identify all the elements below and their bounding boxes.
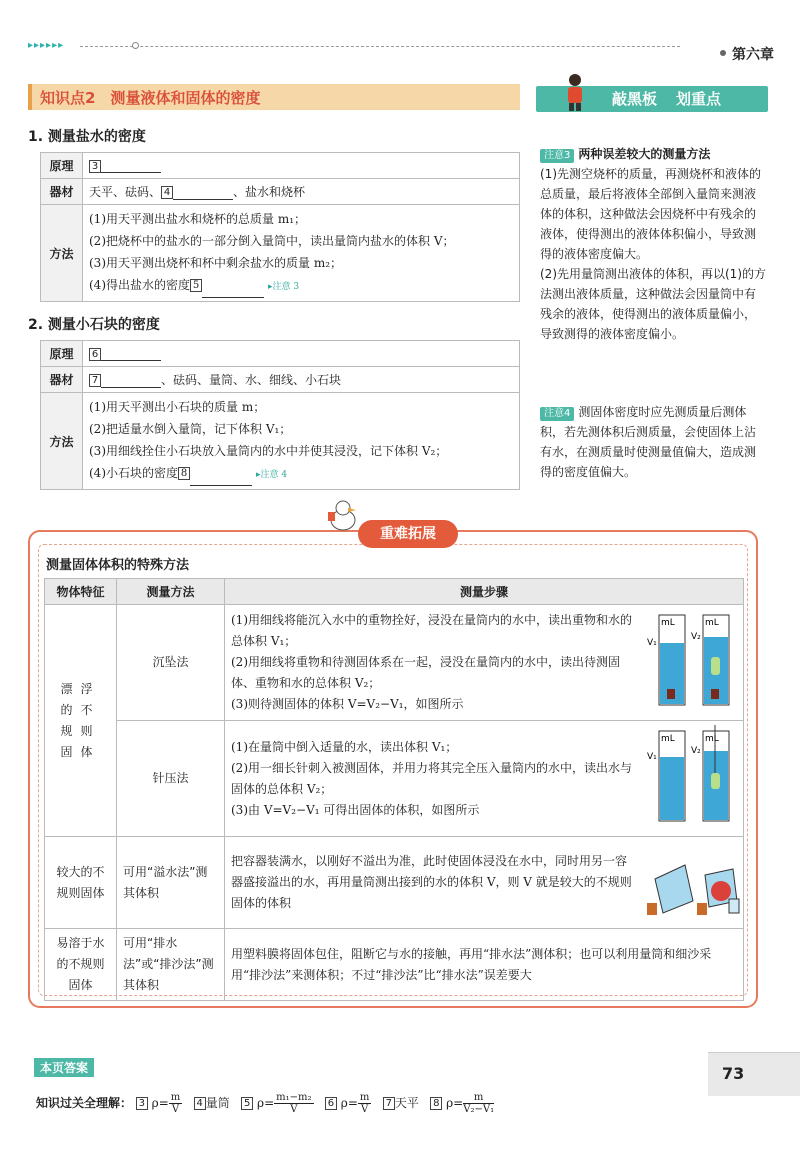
equipment-cell	[83, 367, 520, 393]
overflow-step: 把容器装满水，以刚好不溢出为准，此时使固体浸没在水中，同时用另一容器盛接溢出的水，再用量筒测出接到的水的体积 V，则 V 就是较大的不规则固体的体积	[225, 837, 644, 929]
denominator: V	[290, 1104, 298, 1115]
press-step: (1)在量筒中倒入适量的水，读出体积 V₁；	[231, 739, 458, 754]
col-header-steps: 测量步骤	[225, 579, 744, 605]
note3-para2: (2)先用量筒测出液体的体积，再以(1)的方法测出液体质量，这种做法会因量筒中有残余的液体，使得测出的液体质量偏小，导致测得的液体密度偏小。	[540, 267, 766, 341]
duck-mascot-icon	[326, 498, 360, 532]
feature-soluble: 易溶于水的不规则固体	[45, 929, 117, 1001]
difficulty-banner: 重难拓展	[358, 520, 458, 548]
answer-box: 7	[89, 374, 101, 387]
answer-text: 天平	[394, 1096, 419, 1110]
header-arrows: ▸▸▸▸▸▸	[28, 40, 65, 51]
answer-prefix: 知识过关全理解：	[36, 1096, 133, 1110]
step4-text: (4)得出盐水的密度	[89, 278, 190, 292]
press-steps	[225, 721, 644, 837]
page-number: 73	[722, 1064, 745, 1083]
blank-line	[101, 347, 161, 361]
chapter-title: 第六章	[732, 44, 774, 64]
answer-line	[36, 1092, 494, 1115]
teacher-icon	[560, 72, 590, 112]
answer-box: 8	[430, 1097, 442, 1110]
feature-large: 较大的不规则固体	[45, 837, 117, 929]
sink-cylinders-figure	[645, 607, 741, 711]
answer-box: 4	[161, 186, 173, 199]
method-step: (3)用天平测出烧杯和杯中剩余盐水的质量 m₂；	[89, 256, 343, 270]
method-step	[89, 274, 513, 298]
feature-floating: 漂浮的不规则固体	[45, 605, 117, 837]
method-step	[89, 462, 513, 486]
equipment-pre: 天平、砝码、	[89, 185, 162, 199]
sink-step: (3)则待测固体的体积 V=V₂−V₁，如图所示	[231, 697, 464, 711]
blank-line	[173, 186, 233, 200]
method-step: (1)用天平测出小石块的质量 m；	[89, 400, 266, 414]
note4	[540, 402, 766, 482]
sink-steps	[225, 605, 644, 721]
equipment-label: 器材	[41, 179, 83, 205]
answer-label: 本页答案	[34, 1058, 94, 1077]
knowledge-heading-text: 知识点2 测量液体和固体的密度	[40, 89, 261, 107]
press-figure	[643, 721, 744, 837]
v1-label: V₁	[647, 638, 657, 648]
note3	[540, 144, 766, 344]
step4-text: (4)小石块的密度	[89, 466, 178, 480]
method-sink: 沉坠法	[117, 605, 225, 721]
note4-tag: 注意4	[540, 407, 574, 421]
method-step: (2)把适量水倒入量筒，记下体积 V₁；	[89, 422, 292, 436]
press-step: (3)由 V=V₂−V₁ 可得出固体的体积，如图所示	[231, 802, 480, 817]
answer-box: 5	[241, 1097, 253, 1110]
rho: ρ=	[446, 1096, 464, 1110]
method-label: 方法	[41, 393, 83, 490]
numerator: m	[359, 1092, 370, 1103]
note4-text: 测固体密度时应先测质量后测体积，若先测体积后测质量，会使固体上沾有水，在测质量时使测量值偏大，造成测得的密度值偏大。	[540, 405, 757, 479]
fraction	[274, 1092, 313, 1115]
denominator: V	[361, 1104, 369, 1115]
cyl-label: mL	[705, 618, 719, 628]
method-step: (2)把烧杯中的盐水的一部分倒入量筒中，读出量筒内盐水的体积 V；	[89, 234, 455, 248]
principle-label: 原理	[41, 153, 83, 179]
fraction	[169, 1092, 182, 1115]
denominator: V	[171, 1104, 180, 1115]
col-header-feature: 物体特征	[45, 579, 117, 605]
numerator: m	[170, 1092, 181, 1103]
v1-label: V₁	[647, 752, 657, 762]
note3-header	[540, 144, 766, 164]
blackboard-subtitle: 划重点	[676, 90, 722, 108]
saltwater-table	[40, 152, 520, 302]
fraction	[358, 1092, 371, 1115]
method-cell	[83, 205, 520, 302]
drain-step: 用塑料膜将固体包住，阻断它与水的接触，再用“排水法”测体积；也可以利用量筒和细沙采用“排沙法”来测体积；不过“排沙法”比“排水法”误差要大	[225, 929, 744, 1001]
answer-box: 3	[136, 1097, 148, 1110]
press-cylinders-figure	[645, 723, 741, 827]
v2-label: V₂	[691, 632, 701, 642]
note-link: ▸注意 3	[268, 282, 300, 292]
note3-tag: 注意3	[540, 149, 574, 163]
cyl-label: mL	[661, 618, 675, 628]
fraction	[463, 1092, 494, 1115]
sink-figure	[643, 605, 744, 721]
blank-line	[101, 374, 161, 388]
special-methods-table	[44, 578, 744, 1001]
header-rule	[80, 46, 680, 47]
rho: ρ=	[151, 1096, 169, 1110]
note-link: ▸注意 4	[256, 470, 288, 480]
press-step: (2)用一细长针刺入被测固体，并用力将其完全压入量筒内的水中，读出水与固体的总体积 V₂；	[231, 760, 633, 796]
cyl-label: mL	[705, 734, 719, 744]
section2-title: 2. 测量小石块的密度	[28, 317, 160, 333]
answer-box: 7	[383, 1097, 395, 1110]
equipment-label: 器材	[41, 367, 83, 393]
method-press: 针压法	[117, 721, 225, 837]
overflow-containers-figure	[645, 839, 741, 919]
answer-box: 6	[325, 1097, 337, 1110]
method-label: 方法	[41, 205, 83, 302]
answer-text: 量筒	[205, 1096, 230, 1110]
blank-line	[101, 159, 161, 173]
cyl-label: mL	[661, 734, 675, 744]
method-drain: 可用“排水法”或“排沙法”测其体积	[117, 929, 225, 1001]
col-header-method: 测量方法	[117, 579, 225, 605]
answer-box: 8	[178, 467, 190, 480]
equipment-cell	[83, 179, 520, 205]
answer-box: 6	[89, 348, 101, 361]
sink-step: (1)用细线将能沉入水中的重物拴好，浸没在量筒内的水中，读出重物和水的总体积 V₁；	[231, 613, 633, 648]
method-overflow: 可用“溢水法”测其体积	[117, 837, 225, 929]
sink-step: (2)用细线将重物和待测固体系在一起，浸没在量筒内的水中，读出待测固体、重物和水的总体积 V₂；	[231, 655, 621, 690]
blank-line	[190, 472, 252, 486]
method-step: (1)用天平测出盐水和烧杯的总质量 m₁；	[89, 212, 307, 226]
principle-cell	[83, 153, 520, 179]
numerator: m₁−m₂	[276, 1092, 312, 1103]
stone-table	[40, 340, 520, 490]
answer-box: 5	[190, 279, 202, 292]
blank-line	[202, 284, 264, 298]
answer-box: 4	[194, 1097, 206, 1110]
principle-label: 原理	[41, 341, 83, 367]
blackboard-title: 敲黑板	[612, 90, 658, 108]
difficulty-title: 测量固体体积的特殊方法	[46, 558, 190, 573]
method-step: (3)用细线拴住小石块放入量筒内的水中并使其浸没，记下体积 V₂；	[89, 444, 448, 458]
section1-title: 1. 测量盐水的密度	[28, 129, 146, 145]
rho: ρ=	[340, 1096, 358, 1110]
note3-heading: 两种误差较大的测量方法	[578, 147, 711, 161]
knowledge-heading	[28, 84, 520, 110]
rho: ρ=	[257, 1096, 275, 1110]
note3-para1: (1)先测空烧杯的质量，再测烧杯和液体的总质量，最后将液体全部倒入量筒来测液体的体积，这种做法会因烧杯中有残余的液体，使得测出的液体体积偏小，导致测得的液体密度偏大。	[540, 167, 761, 261]
header-dot	[132, 42, 139, 49]
equipment-post: 、盐水和烧杯	[233, 185, 306, 199]
principle-cell	[83, 341, 520, 367]
denominator: V₂−V₁	[463, 1104, 495, 1115]
overflow-figure	[643, 837, 744, 929]
answer-box: 3	[89, 160, 101, 173]
method-cell	[83, 393, 520, 490]
numerator: m	[463, 1092, 494, 1104]
equipment-post: 、砝码、量筒、水、细线、小石块	[161, 373, 342, 387]
v2-label: V₂	[691, 746, 701, 756]
